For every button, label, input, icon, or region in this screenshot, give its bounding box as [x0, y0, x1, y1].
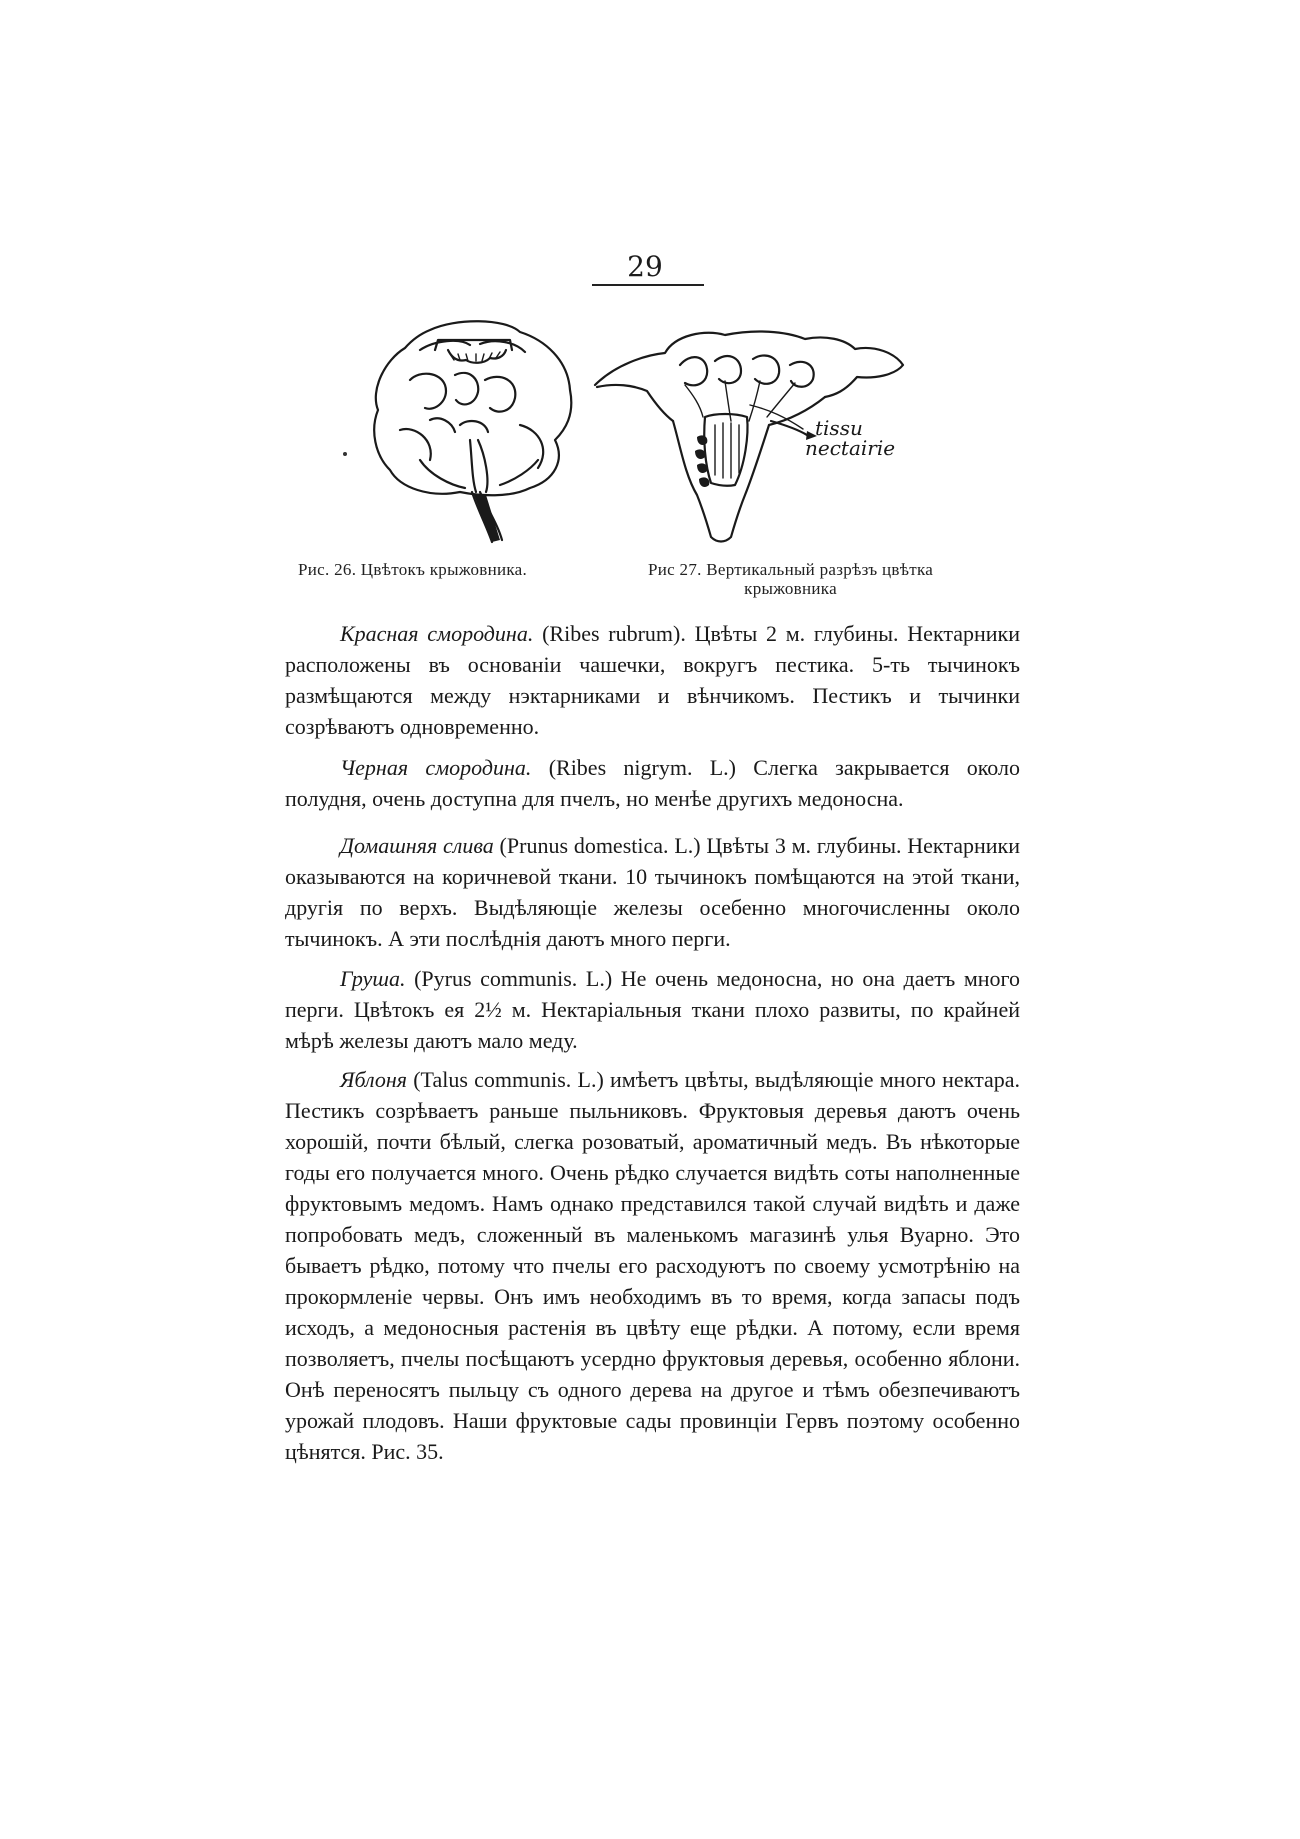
text-black-currant: (Ribes nigrym. L.) Слегка закрывается около полудня, очень доступна для пчелъ, но менѣе другихъ медоносна.	[285, 755, 1020, 811]
paragraph-red-currant	[285, 618, 1020, 742]
text-apple: (Talus communis. L.) имѣетъ цвѣты, выдѣляющіе много нектара. Пестикъ созрѣваетъ раньше пыльниковъ. Фруктовыя деревья даютъ очень хорошій, почти бѣлый, слегка розоватый, ароматичный медъ. Въ нѣкоторые годы его получается много. Очень рѣдко случается видѣть соты наполненные фруктовымъ медомъ. Намъ однако представился такой случай видѣть и даже попробовать медъ, сложенный въ маленькомъ магазинѣ улья Вуарно. Это бываетъ рѣдко, потому что пчелы его расходуютъ по своему усмотрѣнію на прокормленіе червы. Онъ имъ необходимъ въ то время, когда запасы подъ исходъ, а медоносныя растенія въ цвѣту еще рѣдки. А потому, если время позволяетъ, пчелы посѣщаютъ усердно фруктовыя деревья, особенно яблони. Онѣ переносятъ пыльцу съ одного дерева на другое и тѣмъ обезпечиваютъ урожай плодовъ. Наши фруктовые сады провинціи Гервъ поэтому особенно цѣнятся. Рис. 35.	[285, 1067, 1020, 1464]
figure-27-caption-line-2: крыжовника	[744, 579, 837, 598]
term-pear: Груша.	[340, 966, 406, 991]
page-number-rule	[592, 284, 704, 286]
figure-27-caption-line-1: Рис 27. Вертикальный разрѣзъ цвѣтка	[648, 560, 934, 579]
text-pear: (Pyrus communis. L.) Не очень медоносна, но она даетъ много перги. Цвѣтокъ ея 2½ м. Нектаріальныя ткани плохо развиты, по крайней мѣрѣ железы даютъ мало меду.	[285, 966, 1020, 1053]
annotation-line-2: nectairie	[805, 436, 896, 460]
paragraph-black-currant	[285, 752, 1020, 814]
term-red-currant: Красная смородина.	[340, 621, 534, 646]
term-black-currant: Черная смородина.	[340, 755, 532, 780]
figure-26-gooseberry-flower	[360, 320, 590, 545]
figure-27-caption	[648, 560, 933, 598]
text-plum: (Prunus domestica. L.) Цвѣты 3 м. глубины. Нектарники оказываются на коричневой ткани. 10 тычинокъ помѣщаются на этой ткани, другія по верхъ. Выдѣляющіе железы осебенно многочисленны около тычинокъ. А эти послѣднія даютъ много перги.	[285, 833, 1020, 951]
paragraph-plum	[285, 830, 1020, 954]
gooseberry-flower-drawing-icon	[360, 320, 590, 545]
paragraph-apple	[285, 1064, 1020, 1467]
page-number: 29	[627, 250, 663, 283]
handwritten-annotation	[805, 418, 895, 458]
stray-ink-dot	[343, 452, 347, 456]
term-apple: Яблоня	[340, 1067, 407, 1092]
figure-26-caption: Рис. 26. Цвѣтокъ крыжовника.	[298, 560, 528, 579]
text-red-currant: (Ribes rubrum). Цвѣты 2 м. глубины. Нектарники расположены въ основаніи чашечки, вокругъ пестика. 5-ть тычинокъ размѣщаются между нэктарниками и вѣнчикомъ. Пестикъ и тычинки созрѣваютъ одновременно.	[285, 621, 1020, 739]
term-plum: Домашняя слива	[340, 833, 494, 858]
paragraph-pear	[285, 963, 1020, 1056]
annotation-line-1: tissu	[815, 416, 863, 440]
